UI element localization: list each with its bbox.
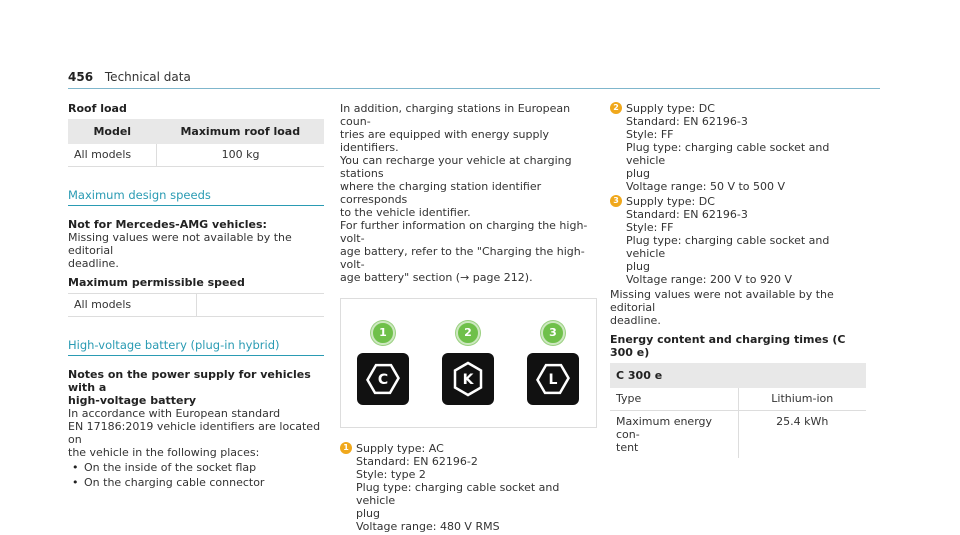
item-line: plug: [626, 260, 650, 273]
table-header-c300e: C 300 e: [610, 363, 866, 388]
intro-line: For further information on charging the high-volt-: [340, 219, 588, 245]
item-line: Voltage range: 200 V to 920 V: [626, 273, 793, 286]
heading-line: Notes on the power supply for vehicles with a: [68, 368, 311, 394]
identifier-c: [357, 321, 409, 405]
supply-item-3: [610, 195, 866, 286]
hv-battery-title: High-voltage battery (plug-in hybrid): [68, 339, 324, 356]
identifier-letter: L: [548, 372, 558, 388]
table-header-max-roof-load: Maximum roof load: [157, 119, 324, 144]
list-item: • On the charging cable connector: [84, 476, 324, 489]
item-line: Standard: EN 62196-3: [626, 115, 748, 128]
item-marker: 3: [610, 195, 622, 207]
hexagon-l-icon: [527, 353, 579, 405]
hexagon-k-icon: [442, 353, 494, 405]
table-header-model: Model: [68, 119, 157, 144]
list-item: • On the inside of the socket flap: [84, 461, 324, 474]
item-line: Standard: EN 62196-2: [356, 455, 478, 468]
table-cell: [196, 294, 324, 317]
table-cell: All models: [68, 294, 196, 317]
item-line: Supply type: AC: [356, 442, 444, 455]
item-line: Supply type: DC: [626, 195, 715, 208]
item-marker: 1: [340, 442, 352, 454]
body-text-line: the vehicle in the following places:: [68, 446, 260, 459]
table-cell: Lithium-ion: [738, 388, 866, 411]
column-right: [610, 102, 866, 458]
power-supply-notes-heading: [68, 368, 324, 407]
roof-load-heading: Roof load: [68, 102, 127, 115]
identifier-locations-list: [68, 461, 324, 489]
table-cell: All models: [68, 144, 157, 167]
note-text-line: deadline.: [68, 257, 119, 270]
intro-line: In addition, charging stations in European coun-: [340, 102, 571, 128]
item-line: plug: [626, 167, 650, 180]
identifier-l: [527, 321, 579, 405]
intro-line: to the vehicle identifier.: [340, 206, 471, 219]
item-line: Style: FF: [626, 221, 674, 234]
figure-number-badge: 2: [456, 321, 480, 345]
table-row: [610, 411, 866, 459]
charging-identifier-figure: [340, 298, 597, 428]
intro-line: You can recharge your vehicle at charging stations: [340, 154, 572, 180]
item-line: plug: [356, 507, 380, 520]
page-header: [68, 70, 191, 84]
item-line: Plug type: charging cable socket and vehicle: [356, 481, 560, 507]
column-left: [68, 102, 324, 491]
item-line: Plug type: charging cable socket and vehicle: [626, 234, 830, 260]
note-text-line: Missing values were not available by the editorial: [68, 231, 292, 257]
energy-table: [610, 363, 866, 458]
item-line: Voltage range: 50 V to 500 V: [626, 180, 786, 193]
table-row: [68, 144, 324, 167]
identifier-k: [442, 321, 494, 405]
table-cell: Maximum energy con- tent: [616, 415, 713, 454]
energy-content-heading: Energy content and charging times (C 300 e): [610, 333, 846, 359]
max-speed-title: Maximum design speeds: [68, 189, 324, 206]
item-marker: 2: [610, 102, 622, 114]
body-text-line: In accordance with European standard: [68, 407, 281, 420]
identifier-letter: K: [462, 372, 474, 388]
hexagon-c-icon: [357, 353, 409, 405]
intro-line: tries are equipped with energy supply identifiers.: [340, 128, 550, 154]
identifier-letter: C: [377, 372, 389, 388]
intro-line: age battery" section (→ page 212).: [340, 271, 533, 284]
supply-item-1: [340, 442, 596, 533]
page-number: 456: [68, 70, 94, 84]
table-cell: Type: [610, 388, 738, 411]
table-row: [68, 294, 324, 317]
item-line: Standard: EN 62196-3: [626, 208, 748, 221]
table-cell: 100 kg: [157, 144, 324, 167]
column-middle: [340, 102, 596, 535]
header-divider: [68, 88, 880, 89]
item-line: Voltage range: 480 V RMS: [356, 520, 500, 533]
figure-number-badge: 3: [541, 321, 565, 345]
item-line: Style: FF: [626, 128, 674, 141]
roof-load-table: [68, 119, 324, 167]
table-cell: 25.4 kWh: [738, 411, 866, 459]
item-line: Style: type 2: [356, 468, 426, 481]
item-line: Plug type: charging cable socket and vehicle: [626, 141, 830, 167]
figure-number-badge: 1: [371, 321, 395, 345]
page-section-title: Technical data: [104, 70, 191, 84]
item-line: Supply type: DC: [626, 102, 715, 115]
table-row: [610, 388, 866, 411]
max-permissible-speed-heading: Maximum permissible speed: [68, 276, 245, 289]
heading-line: high-voltage battery: [68, 394, 197, 407]
missing-values-line: deadline.: [610, 314, 661, 327]
speed-table: [68, 293, 324, 317]
supply-item-2: [610, 102, 866, 193]
body-text-line: EN 17186:2019 vehicle identifiers are located on: [68, 420, 321, 446]
intro-line: where the charging station identifier corresponds: [340, 180, 542, 206]
missing-values-line: Missing values were not available by the editorial: [610, 288, 834, 314]
intro-line: age battery, refer to the "Charging the high-volt-: [340, 245, 585, 271]
amg-note-heading: Not for Mercedes-AMG vehicles:: [68, 218, 267, 231]
